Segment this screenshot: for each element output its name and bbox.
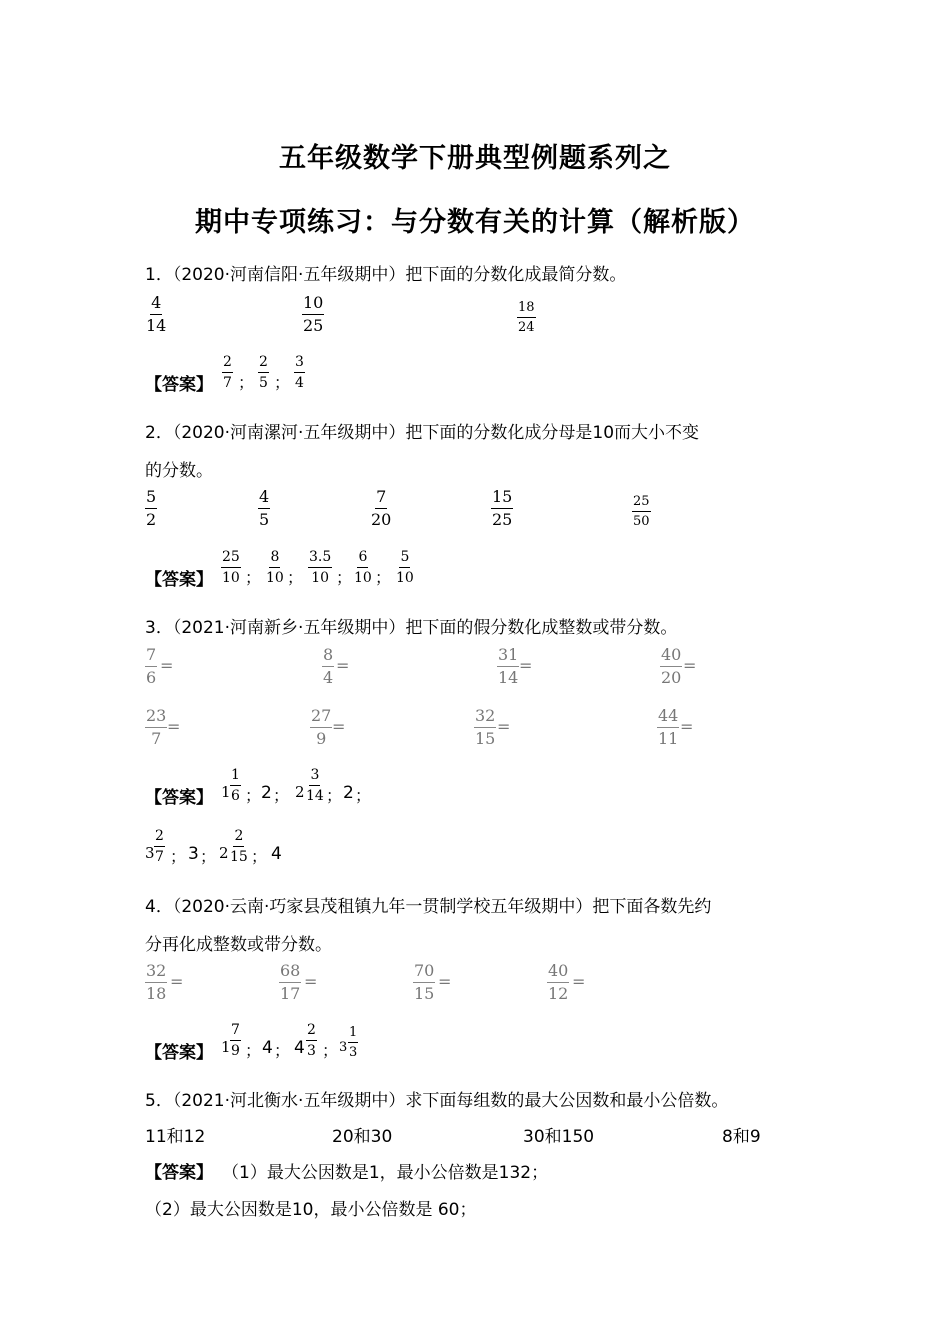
- answer-label: 【答案】: [145, 1163, 213, 1183]
- q1-answer-fraction: $\frac{3}{4}$: [295, 354, 304, 391]
- mixed-whole: 3: [145, 844, 155, 862]
- equals-sign: =: [332, 717, 346, 736]
- separator: ；: [355, 786, 372, 805]
- answer-label: 【答案】: [145, 375, 213, 395]
- separator: ；: [245, 568, 262, 587]
- question-3-stem: 3．（2021·河南新乡·五年级期中）把下面的假分数化成整数或带分数。: [145, 618, 678, 638]
- q4-fraction: $\frac{32}{18}$: [146, 961, 167, 1003]
- mixed-whole: 4: [294, 1038, 305, 1058]
- question-5-stem: 5．（2021·河北衡水·五年级期中）求下面每组数的最大公因数和最小公倍数。: [145, 1091, 729, 1111]
- q2-fraction: $\frac{7}{20}$: [371, 487, 392, 529]
- q1-answer-fraction: $\frac{2}{7}$: [223, 354, 232, 391]
- equals-sign: =: [683, 656, 697, 675]
- page-title-line2: 期中专项练习：与分数有关的计算（解析版）: [195, 207, 755, 238]
- mixed-fraction: $\frac{1}{3}$: [349, 1025, 358, 1060]
- separator: ；: [200, 847, 217, 866]
- q3-fraction: $\frac{8}{4}$: [323, 645, 334, 687]
- q3-answer-integer: 2: [343, 783, 354, 803]
- equals-sign: =: [304, 972, 318, 991]
- separator: ；: [287, 568, 304, 587]
- q2-fraction: $\frac{15}{25}$: [492, 487, 513, 529]
- q3-answer-integer: 4: [271, 844, 282, 864]
- question-4-stem-line2: 分再化成整数或带分数。: [145, 935, 332, 955]
- equals-sign: =: [519, 656, 533, 675]
- mixed-whole: 2: [295, 783, 305, 801]
- equals-sign: =: [680, 717, 694, 736]
- mixed-fraction: $\frac{3}{14}$: [306, 767, 324, 804]
- q1-fraction: $\frac{10}{25}$: [303, 293, 324, 335]
- q5-number-pair: 8和9: [722, 1127, 761, 1147]
- question-4-stem-line1: 4．（2020·云南·巧家县茂租镇九年一贯制学校五年级期中）把下面各数先约: [145, 897, 712, 917]
- q4-fraction: $\frac{70}{15}$: [414, 961, 435, 1003]
- q2-answer-fraction: $\frac{8}{10}$: [266, 549, 284, 586]
- q1-fraction: $\frac{4}{14}$: [146, 293, 167, 335]
- mixed-whole: 2: [219, 844, 229, 862]
- q3-fraction: $\frac{44}{11}$: [658, 706, 679, 748]
- q3-fraction: $\frac{32}{15}$: [475, 706, 496, 748]
- q3-fraction: $\frac{23}{7}$: [146, 706, 167, 748]
- equals-sign: =: [160, 656, 174, 675]
- separator: ；: [238, 373, 255, 392]
- answer-label: 【答案】: [145, 788, 213, 808]
- q2-answer-fraction: $\frac{6}{10}$: [354, 549, 372, 586]
- separator: ；: [336, 568, 353, 587]
- equals-sign: =: [438, 972, 452, 991]
- q2-answer-fraction: $\frac{3.5}{10}$: [309, 549, 332, 586]
- q5-answer-line1: （1）最大公因数是1，最小公倍数是132；: [222, 1163, 549, 1183]
- separator: ；: [273, 786, 290, 805]
- equals-sign: =: [572, 972, 586, 991]
- separator: ；: [251, 847, 268, 866]
- q4-answer-integer: 4: [262, 1038, 273, 1058]
- q5-answer-line2: （2）最大公因数是10，最小公倍数是 60；: [145, 1200, 477, 1220]
- equals-sign: =: [167, 717, 181, 736]
- q3-fraction: $\frac{27}{9}$: [311, 706, 332, 748]
- q5-number-pair: 11和12: [145, 1127, 206, 1147]
- q3-answer-integer: 3: [188, 844, 199, 864]
- mixed-fraction: $\frac{2}{7}$: [155, 828, 164, 865]
- q4-fraction: $\frac{40}{12}$: [548, 961, 569, 1003]
- mixed-fraction: $\frac{1}{6}$: [231, 767, 240, 804]
- equals-sign: =: [336, 656, 350, 675]
- q3-answer-integer: 2: [261, 783, 272, 803]
- mixed-whole: 3: [339, 1040, 348, 1055]
- q2-answer-fraction: $\frac{25}{10}$: [222, 549, 240, 586]
- q5-number-pair: 30和150: [523, 1127, 595, 1147]
- q2-fraction: $\frac{25}{50}$: [633, 494, 650, 529]
- separator: ；: [170, 847, 187, 866]
- separator: ；: [326, 786, 343, 805]
- separator: ；: [274, 373, 291, 392]
- mixed-fraction: $\frac{7}{9}$: [231, 1022, 240, 1059]
- answer-label: 【答案】: [145, 570, 213, 590]
- q3-fraction: $\frac{40}{20}$: [661, 645, 682, 687]
- mixed-whole: 1: [221, 1038, 231, 1056]
- q4-fraction: $\frac{68}{17}$: [280, 961, 301, 1003]
- question-2-stem-line1: 2．（2020·河南漯河·五年级期中）把下面的分数化成分母是10而大小不变: [145, 423, 700, 443]
- q3-fraction: $\frac{7}{6}$: [146, 645, 157, 687]
- separator: ；: [274, 1041, 291, 1060]
- separator: ；: [245, 786, 262, 805]
- equals-sign: =: [170, 972, 184, 991]
- page-title-line1: 五年级数学下册典型例题系列之: [279, 143, 671, 174]
- q2-fraction: $\frac{5}{2}$: [146, 487, 157, 529]
- answer-label: 【答案】: [145, 1043, 213, 1063]
- mixed-fraction: $\frac{2}{15}$: [230, 828, 248, 865]
- separator: ；: [375, 568, 392, 587]
- q2-answer-fraction: $\frac{5}{10}$: [396, 549, 414, 586]
- mixed-whole: 1: [221, 783, 231, 801]
- q1-answer-fraction: $\frac{2}{5}$: [259, 354, 268, 391]
- separator: ；: [245, 1041, 262, 1060]
- question-1-stem: 1．（2020·河南信阳·五年级期中）把下面的分数化成最简分数。: [145, 265, 627, 285]
- equals-sign: =: [497, 717, 511, 736]
- separator: ；: [322, 1041, 339, 1060]
- mixed-fraction: $\frac{2}{3}$: [307, 1022, 316, 1059]
- q2-fraction: $\frac{4}{5}$: [259, 487, 270, 529]
- q3-fraction: $\frac{31}{14}$: [498, 645, 519, 687]
- q5-number-pair: 20和30: [332, 1127, 393, 1147]
- q1-fraction: $\frac{18}{24}$: [518, 300, 535, 335]
- question-2-stem-line2: 的分数。: [145, 461, 213, 481]
